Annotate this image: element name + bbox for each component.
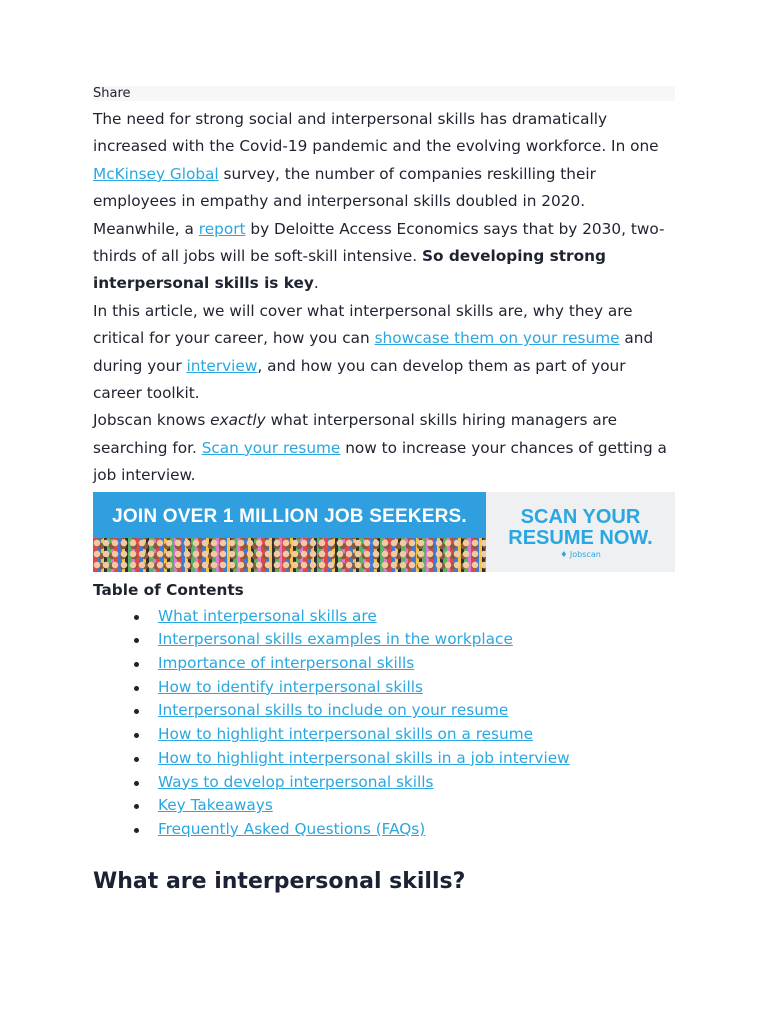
toc-link-include-resume[interactable]: Interpersonal skills to include on your resume: [158, 701, 509, 720]
toc-item: [93, 652, 675, 676]
toc-item: [93, 723, 675, 747]
overview-text-1: In this article, we will cover what interpersonal skills are, why they are critical for your career, how you can: [93, 301, 633, 348]
toc-item: [93, 699, 675, 723]
bullet-icon: [134, 757, 139, 762]
bullet-icon: [134, 662, 139, 667]
showcase-resume-link[interactable]: showcase them on your resume: [374, 329, 620, 348]
jobscan-text-3: now to increase your chances of getting a job interview.: [93, 438, 667, 485]
toc-link-faqs[interactable]: Frequently Asked Questions (FAQs): [158, 819, 426, 838]
intro-text-4: .: [313, 274, 319, 293]
bullet-icon: [134, 828, 139, 833]
jobscan-paragraph: [93, 407, 675, 489]
toc-item: [93, 794, 675, 818]
bullet-icon: [134, 733, 139, 738]
intro-text-1: The need for strong social and interpersonal skills has dramatically increased with the Covid-19 pandemic and the evolving workforce. In one: [93, 110, 659, 156]
section-heading: What are interpersonal skills?: [93, 868, 466, 894]
intro-paragraph: [93, 106, 675, 298]
interview-link[interactable]: interview: [186, 356, 258, 375]
banner-cta-text: [486, 507, 675, 549]
banner-cta-line-1: SCAN YOUR: [520, 505, 641, 528]
toc-item: [93, 747, 675, 771]
toc-item: [93, 605, 675, 629]
bullet-icon: [134, 804, 139, 809]
bullet-icon: [134, 686, 139, 691]
toc-title: Table of Contents: [93, 580, 244, 599]
bullet-icon: [134, 709, 139, 714]
article-overview-paragraph: [93, 298, 675, 408]
report-link[interactable]: report: [198, 219, 246, 238]
toc-link-highlight-resume[interactable]: How to highlight interpersonal skills on a resume: [158, 725, 534, 744]
toc-link-highlight-interview[interactable]: How to highlight interpersonal skills in a job interview: [158, 748, 570, 767]
toc-item: [93, 676, 675, 700]
toc-link-examples[interactable]: Interpersonal skills examples in the workplace: [158, 630, 513, 649]
bullet-icon: [134, 615, 139, 620]
jobscan-emphasis: exactly: [210, 411, 266, 430]
jobscan-text-1: Jobscan knows: [93, 411, 211, 430]
jobscan-logo: [486, 550, 675, 559]
intro-bold-text: So developing strong interpersonal skills is key: [93, 247, 606, 293]
mckinsey-link[interactable]: McKinsey Global: [93, 164, 219, 183]
toc-link-develop[interactable]: Ways to develop interpersonal skills: [158, 772, 434, 791]
banner-crowd-panel: [93, 492, 486, 572]
overview-text-3: , and how you can develop them as part of your career toolkit.: [93, 356, 626, 403]
overview-text-2: and during your: [93, 329, 654, 375]
toc-item: [93, 818, 675, 842]
toc-list: [93, 605, 675, 842]
jobscan-logo-text: Jobscan: [569, 549, 601, 559]
bullet-icon: [134, 781, 139, 786]
intro-text-2: survey, the number of companies reskilling their employees in empathy and interpersonal skills doubled in 2020. Meanwhile, a: [93, 164, 596, 238]
crowd-illustration: [93, 538, 486, 572]
toc-link-importance[interactable]: Importance of interpersonal skills: [158, 654, 415, 673]
bullet-icon: [134, 638, 139, 643]
banner-headline: JOIN OVER 1 MILLION JOB SEEKERS.: [112, 505, 467, 527]
toc-item: [93, 628, 675, 652]
article-content: [93, 106, 675, 895]
toc-link-identify[interactable]: How to identify interpersonal skills: [158, 677, 423, 696]
intro-text-3: by Deloitte Access Economics says that by 2030, two-thirds of all jobs will be soft-skill intensive.: [93, 219, 665, 266]
toc-link-what-are[interactable]: What interpersonal skills are: [158, 606, 377, 625]
banner-cta-line-2: RESUME NOW.: [508, 526, 653, 549]
toc-item: [93, 771, 675, 795]
scan-resume-link[interactable]: Scan your resume: [201, 438, 341, 457]
share-button[interactable]: Share: [93, 86, 675, 101]
toc-link-key-takeaways[interactable]: Key Takeaways: [158, 796, 273, 815]
jobscan-logo-icon: ♦: [560, 549, 570, 559]
jobscan-text-2: what interpersonal skills hiring managers are searching for.: [93, 411, 618, 457]
scan-resume-banner[interactable]: [93, 492, 675, 572]
banner-cta-panel[interactable]: [486, 492, 675, 572]
